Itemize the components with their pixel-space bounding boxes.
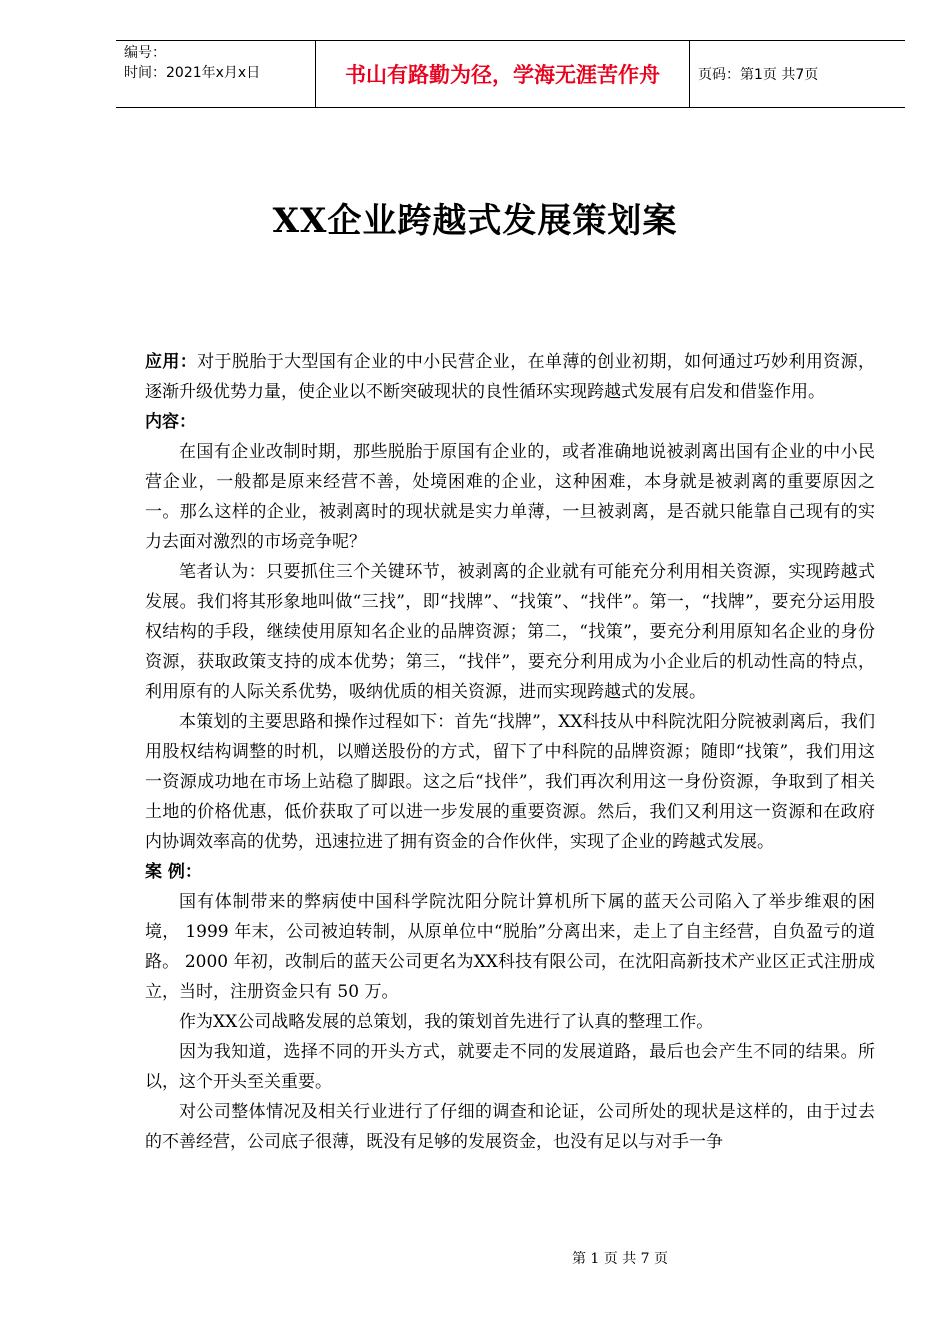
header-page-info: 页码：第1页 共7页 xyxy=(698,67,819,83)
content-paragraph: 在国有企业改制时期，那些脱胎于原国有企业的，或者准确地说被剥离出国有企业的中小民营企业，一般都是原来经营不善，处境困难的企业，这种困难，本身就是被剥离的重要原因之一。那么这样的企业，被剥离时的现状就是实力单薄，一旦被剥离，是否就只能靠自己现有的实力去面对激烈的市场竞争呢？ xyxy=(145,442,875,552)
content-label: 内容： xyxy=(145,412,196,432)
number-label: 编号： xyxy=(124,45,166,61)
application-paragraph xyxy=(145,347,875,407)
header-motto: 书山有路勤为径，学海无涯苦作舟 xyxy=(316,41,690,107)
case-paragraph: 国有体制带来的弊病使中国科学院沈阳分院计算机所下属的蓝天公司陷入了举步维艰的困境， 1999 年末，公司被迫转制，从原单位中“脱胎”分离出来，走上了自主经营，自负盈亏的道路。 2000 年初，改制后的蓝天公司更名为XX科技有限公司，在沈阳高新技术产业区正式注册成立，当时，注册资金只有 50 万。 xyxy=(145,892,875,1002)
application-label: 应用： xyxy=(145,352,198,372)
case-label: 案 例： xyxy=(145,862,202,882)
document-body xyxy=(145,347,875,1157)
case-paragraph: 因为我知道，选择不同的开头方式，就要走不同的发展道路，最后也会产生不同的结果。所以，这个开头至关重要。 xyxy=(145,1042,875,1092)
content-paragraph: 笔者认为：只要抓住三个关键环节，被剥离的企业就有可能充分利用相关资源，实现跨越式发展。我们将其形象地叫做“三找”，即“找牌”、“找策”、“找伴”。第一，“找牌”，要充分运用股权结构的手段，继续使用原知名企业的品牌资源；第二，“找策”，要充分利用原知名企业的身份资源，获取政策支持的成本优势；第三，“找伴”，要充分利用成为小企业后的机动性高的特点，利用原有的人际关系优势，吸纳优质的相关资源，进而实现跨越式的发展。 xyxy=(145,562,875,702)
header-meta xyxy=(116,41,316,107)
case-paragraph: 作为XX公司战略发展的总策划，我的策划首先进行了认真的整理工作。 xyxy=(179,1012,714,1032)
application-text: 对于脱胎于大型国有企业的中小民营企业，在单薄的创业初期，如何通过巧妙利用资源，逐渐升级优势力量，使企业以不断突破现状的良性循环实现跨越式发展有启发和借鉴作用。 xyxy=(145,352,875,402)
page-footer: 第 1 页 共 7 页 xyxy=(571,1251,669,1267)
case-paragraph: 对公司整体情况及相关行业进行了仔细的调查和论证，公司所处的现状是这样的，由于过去的不善经营，公司底子很薄，既没有足够的发展资金，也没有足以与对手一争 xyxy=(145,1102,875,1152)
content-paragraph: 本策划的主要思路和操作过程如下：首先“找牌”，XX科技从中科院沈阳分院被剥离后，我们用股权结构调整的时机，以赠送股份的方式，留下了中科院的品牌资源；随即“找策”，我们用这一资源成功地在市场上站稳了脚跟。这之后“找伴”，我们再次利用这一身份资源，争取到了相关土地的价格优惠，低价获取了可以进一步发展的重要资源。然后，我们又利用这一资源和在政府内协调效率高的优势，迅速拉进了拥有资金的合作伙伴，实现了企业的跨越式发展。 xyxy=(145,712,875,852)
document-title: XX企业跨越式发展策划案 xyxy=(272,201,678,241)
time-label: 时间：2021年x月x日 xyxy=(124,65,261,81)
document-header xyxy=(116,40,905,108)
